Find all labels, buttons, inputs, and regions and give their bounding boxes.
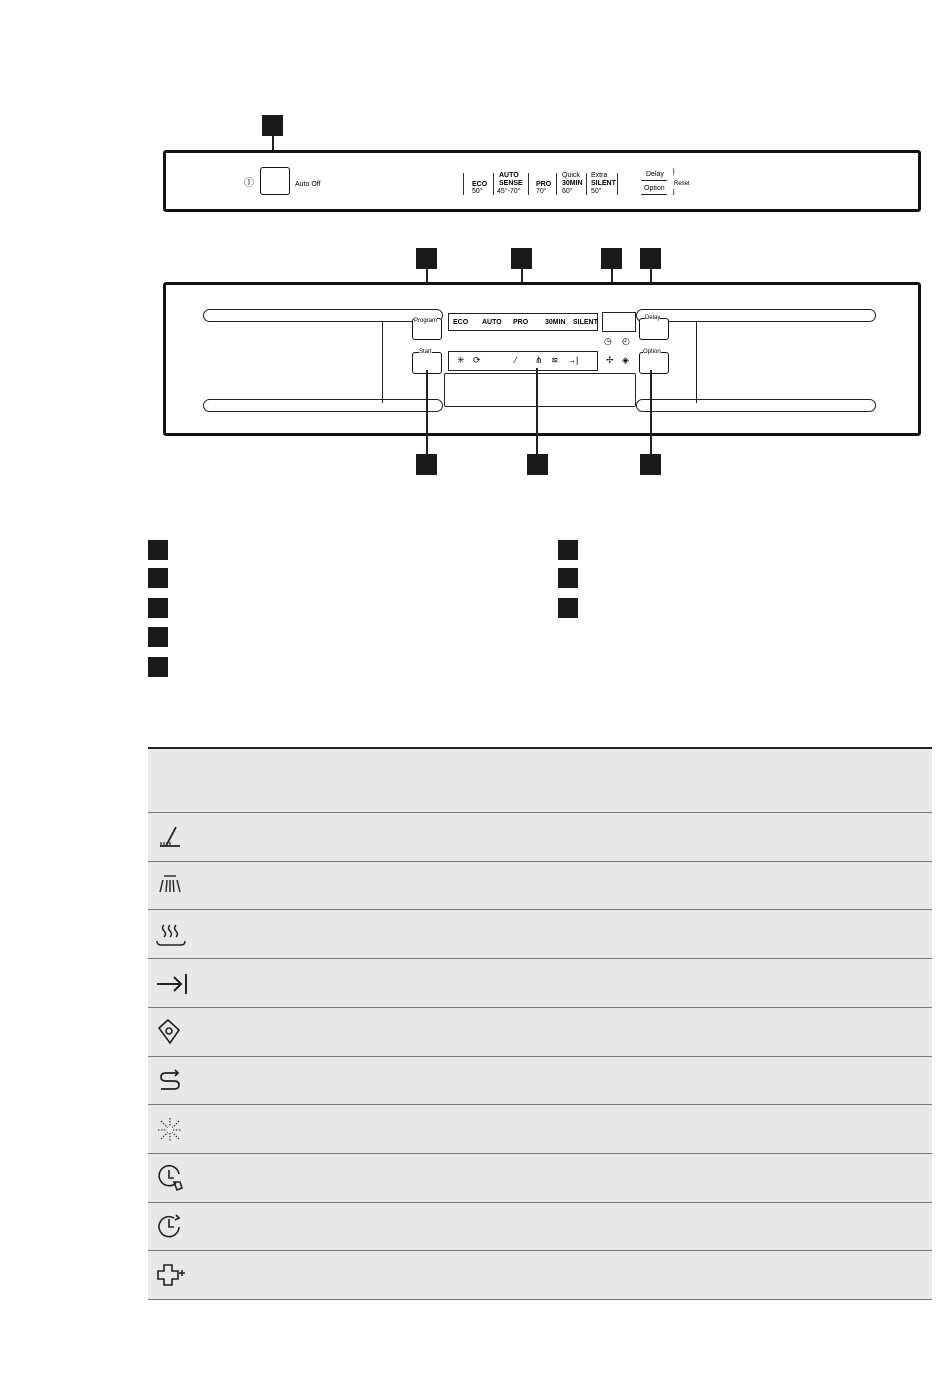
callout-line	[426, 370, 428, 454]
spray-arm-indicator-icon: ⋔	[535, 355, 543, 365]
option-button[interactable]	[639, 349, 669, 374]
callout-line	[536, 368, 538, 454]
option-label: Option	[644, 185, 665, 192]
end-indicator-icon: →|	[567, 355, 579, 365]
divider	[617, 173, 618, 195]
divider	[556, 173, 557, 195]
program-quick-sub: 30MIN	[562, 180, 583, 187]
display-window	[602, 312, 636, 332]
rinse-cycle-indicator-icon: ⟳	[473, 355, 481, 365]
auto-off-label: Auto Off	[295, 181, 321, 188]
underline	[641, 180, 667, 181]
legend-marker-4	[148, 627, 168, 647]
main-control-panel	[163, 282, 921, 436]
table-row	[148, 862, 932, 910]
legend-marker-7	[558, 568, 578, 588]
underline	[641, 194, 667, 195]
callout-power	[262, 115, 283, 136]
callout-start	[416, 454, 437, 475]
callout-line	[650, 370, 652, 454]
program-extra-sub: SILENT	[591, 180, 616, 187]
program-pro-name: PRO	[536, 181, 552, 188]
delay-start-icon	[154, 1162, 186, 1194]
delay-button[interactable]	[639, 315, 669, 340]
rinse-aid-indicator-icon: ⁄	[515, 355, 517, 365]
callout-option	[640, 454, 661, 475]
delay-button-label: Delay	[645, 315, 661, 321]
legend-marker-1	[148, 540, 168, 560]
end-icon	[154, 968, 190, 1000]
program-30min: 30MIN	[545, 319, 566, 326]
program-silent: SILENT	[573, 319, 598, 326]
table-row	[148, 959, 932, 1008]
program-pro: PRO	[513, 319, 529, 326]
legend-marker-8	[558, 598, 578, 618]
program-extra-name: Extra	[591, 172, 608, 179]
delay-start-indicator-icon: ◷	[604, 336, 612, 346]
callout-program-indicators	[511, 248, 532, 269]
callout-indicators	[527, 454, 548, 475]
time-indicator-icon: ◴	[622, 336, 630, 346]
program-eco: ECO	[453, 319, 469, 326]
spray-arm-icon	[154, 870, 186, 902]
indicator-strip	[448, 351, 598, 371]
top-control-panel	[163, 150, 921, 212]
rinse-aid-icon	[154, 822, 186, 854]
reset-bracket: ⌉	[672, 169, 675, 176]
program-auto-name: AUTO	[499, 172, 519, 179]
start-button-label: Start	[419, 349, 432, 355]
program-indicator-strip	[448, 313, 598, 331]
table-row	[148, 813, 932, 862]
divider	[586, 173, 587, 195]
legend-marker-2	[148, 568, 168, 588]
program-button[interactable]	[412, 318, 442, 340]
program-quick-name: Quick	[562, 172, 580, 179]
left-rail-bottom	[203, 399, 443, 412]
divider	[463, 173, 464, 195]
machine-care-icon	[154, 1114, 186, 1146]
salt-icon	[154, 1016, 186, 1048]
program-pro-temp: 70°	[536, 188, 547, 195]
rinse-cycle-icon	[154, 1065, 186, 1097]
machine-care-indicator-icon: ✳	[457, 355, 465, 365]
extra-option-indicator-icon: ✢	[606, 355, 614, 365]
left-rail-box	[203, 321, 383, 403]
program-eco-temp: 50°	[472, 188, 483, 195]
table-header-row	[148, 749, 932, 813]
option-button-label: Option	[643, 349, 661, 355]
program-button-label: Program	[414, 318, 438, 324]
program-eco-name: ECO	[472, 181, 488, 188]
salt-indicator-icon: ◈	[622, 355, 629, 365]
delay-label: Delay	[646, 171, 664, 178]
reset-bracket: ⌋	[672, 189, 675, 196]
right-rail-bottom	[636, 399, 876, 412]
right-rail-box	[696, 321, 876, 403]
extra-option-icon	[154, 1260, 190, 1292]
table-row	[148, 1105, 932, 1154]
lower-display-box	[444, 373, 636, 407]
table-row	[148, 1154, 932, 1203]
drying-indicator-icon: ≋	[551, 355, 559, 365]
program-quick-temp: 60°	[562, 188, 573, 195]
drying-icon	[154, 919, 188, 951]
program-extra-temp: 50°	[591, 188, 602, 195]
table-row	[148, 1057, 932, 1105]
legend-marker-3	[148, 598, 168, 618]
callout-program	[416, 248, 437, 269]
power-button[interactable]	[260, 167, 290, 195]
callout-delay	[640, 248, 661, 269]
divider	[528, 173, 529, 195]
legend-marker-5	[148, 657, 168, 677]
table-row	[148, 1251, 932, 1300]
divider	[493, 173, 494, 195]
time-icon	[154, 1211, 186, 1243]
callout-display	[601, 248, 622, 269]
reset-label: Reset	[674, 181, 690, 187]
legend-marker-6	[558, 540, 578, 560]
program-auto: AUTO	[482, 319, 502, 326]
program-auto-temp: 45°-70°	[497, 188, 521, 195]
program-auto-sub: SENSE	[499, 180, 523, 187]
table-row	[148, 1008, 932, 1057]
power-icon: Ⓘ	[244, 178, 254, 189]
table-row	[148, 1203, 932, 1251]
table-row	[148, 910, 932, 959]
